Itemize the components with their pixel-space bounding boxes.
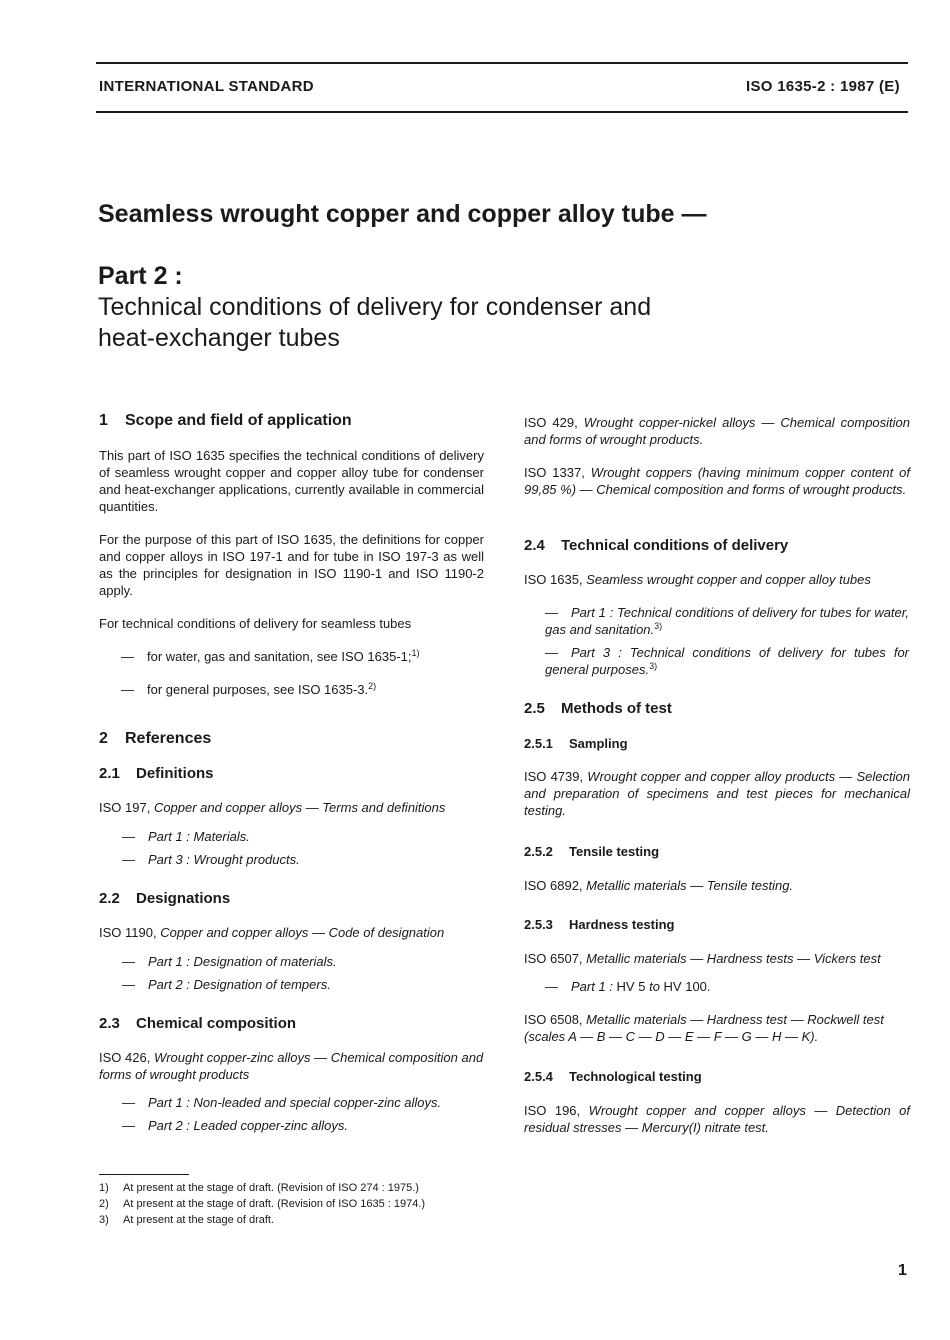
reference-code: ISO 426,	[99, 1050, 151, 1065]
reference-code: ISO 1635,	[524, 572, 583, 587]
reference-title: Metallic materials — Hardness test — Rockwell test (scales A — B — C — D — E — F — G — H — K).	[524, 1012, 884, 1044]
dash-item-text: for general purposes, see ISO 1635-3.	[147, 682, 369, 697]
hardness-range-start: HV 5	[616, 979, 646, 994]
header-bottom-rule	[96, 111, 908, 113]
part-label: Part 1 :	[571, 979, 613, 994]
dash-glyph: —	[121, 682, 134, 697]
section-number: 2.4	[524, 537, 545, 554]
dash-glyph: —	[545, 645, 558, 660]
reference-iso-429	[524, 414, 910, 448]
footnote-key: 2)	[99, 1198, 109, 1210]
dash-glyph: —	[122, 954, 135, 969]
section-number: 2.3	[99, 1015, 120, 1032]
section-1-paragraph-3: For technical conditions of delivery for seamless tubes	[99, 616, 412, 631]
dash-glyph: —	[122, 829, 135, 844]
reference-iso-6892	[524, 877, 910, 894]
reference-iso-1337	[524, 464, 910, 498]
document-part: Part 2 :	[98, 262, 183, 290]
footnote-ref: 3)	[654, 621, 663, 631]
page-number: 1	[898, 1262, 907, 1279]
footnote-text: At present at the stage of draft. (Revision of ISO 1635 : 1974.)	[123, 1198, 426, 1210]
section-2-5-4-heading	[524, 1068, 910, 1085]
reference-iso-1635	[524, 571, 910, 588]
section-1-paragraph-1: This part of ISO 1635 specifies the technical conditions of delivery of seamless wrought copper and copper alloy tube for condenser and heat-exchanger applications, currently available in commercial quantities.	[99, 448, 484, 514]
reference-iso-426	[99, 1049, 484, 1083]
reference-title: Wrought copper and copper alloys — Detection of residual stresses — Mercury(I) nitrate test.	[524, 1103, 910, 1135]
section-number: 2.5.4	[524, 1069, 553, 1084]
section-2-3-heading	[99, 1015, 484, 1032]
footnote-key: 1)	[99, 1182, 109, 1194]
footnote-2	[99, 1197, 425, 1211]
section-title: Definitions	[136, 765, 214, 782]
subtitle-line-1: Technical conditions of delivery for condenser and	[98, 293, 652, 321]
section-title: Chemical composition	[136, 1015, 297, 1032]
section-2-2-heading	[99, 890, 484, 907]
part-text: Part 1 : Non-leaded and special copper-zinc alloys.	[148, 1095, 442, 1110]
reference-code: ISO 429,	[524, 415, 578, 430]
reference-code: ISO 4739,	[524, 769, 584, 784]
reference-iso-6508	[524, 1011, 910, 1045]
section-title: Tensile testing	[569, 844, 660, 859]
reference-code: ISO 1190,	[99, 925, 157, 940]
reference-code: ISO 1337,	[524, 465, 585, 480]
reference-code: ISO 6892,	[524, 878, 583, 893]
reference-iso-1190	[99, 924, 484, 941]
footnote-ref: 2)	[368, 681, 377, 691]
section-1-heading	[99, 412, 484, 429]
reference-title: Copper and copper alloys — Terms and definitions	[153, 800, 446, 815]
footnote-text: At present at the stage of draft.	[123, 1214, 275, 1226]
section-title: Technical conditions of delivery	[561, 537, 789, 554]
section-number: 2.1	[99, 765, 120, 782]
reference-title: Metallic materials — Hardness tests — Vickers test	[586, 951, 881, 966]
footnote-ref: 3)	[649, 661, 658, 671]
section-2-4-heading	[524, 537, 910, 554]
reference-code: ISO 197,	[99, 800, 151, 815]
reference-title: Metallic materials — Tensile testing.	[586, 878, 794, 893]
document-title: Seamless wrought copper and copper alloy tube —	[98, 200, 707, 228]
reference-iso-4739	[524, 768, 910, 819]
part-text: Part 2 : Leaded copper-zinc alloys.	[148, 1118, 348, 1133]
dash-glyph: —	[122, 1118, 135, 1133]
dash-glyph: —	[122, 977, 135, 992]
reference-title: Copper and copper alloys — Code of designation	[160, 925, 445, 940]
section-2-title: References	[125, 730, 212, 747]
section-number: 2.5.2	[524, 844, 553, 859]
range-word: to	[649, 979, 660, 994]
subtitle-line-2: heat-exchanger tubes	[98, 324, 340, 352]
reference-title: Wrought copper and copper alloy products — Selection and preparation of specimens and test pieces for mechanical testing.	[524, 769, 910, 818]
header-left: INTERNATIONAL STANDARD	[99, 78, 314, 95]
dash-glyph: —	[545, 979, 558, 994]
dash-item-text: for water, gas and sanitation, see ISO 1635-1;	[147, 649, 412, 664]
part-text: Part 1 : Materials.	[148, 829, 250, 844]
reference-code: ISO 6508,	[524, 1012, 583, 1027]
part-text: Part 3 : Wrought products.	[148, 852, 300, 867]
reference-title: Wrought copper-nickel alloys — Chemical composition and forms of wrought products.	[524, 415, 910, 447]
section-2-5-3-heading	[524, 916, 910, 933]
section-2-5-heading	[524, 700, 910, 717]
dash-glyph: —	[122, 1095, 135, 1110]
footnote-text: At present at the stage of draft. (Revision of ISO 274 : 1975.)	[123, 1182, 419, 1194]
reference-part-item	[545, 604, 909, 638]
dash-glyph: —	[121, 649, 134, 664]
section-title: Methods of test	[561, 700, 672, 717]
footnote-ref: 1)	[411, 648, 420, 658]
reference-part-item	[545, 644, 909, 678]
section-2-5-2-heading	[524, 843, 910, 860]
section-1-number: 1	[99, 412, 108, 429]
footnote-1	[99, 1181, 419, 1195]
dash-glyph: —	[545, 605, 558, 620]
reference-title: Wrought copper-zinc alloys — Chemical composition and forms of wrought products	[99, 1050, 484, 1082]
section-2-5-1-heading	[524, 735, 910, 752]
section-1-title: Scope and field of application	[125, 412, 352, 429]
hardness-range-end: HV 100.	[663, 979, 711, 994]
section-title: Technological testing	[569, 1069, 702, 1084]
section-number: 2.5	[524, 700, 545, 717]
reference-code: ISO 196,	[524, 1103, 581, 1118]
reference-title: Seamless wrought copper and copper alloy tubes	[586, 572, 871, 587]
section-title: Sampling	[569, 736, 628, 751]
footnote-3	[99, 1213, 274, 1227]
section-number: 2.5.1	[524, 736, 553, 751]
part-text: Part 1 : Technical conditions of delivery for tubes for water, gas and sanitation.	[545, 605, 909, 637]
document-subtitle	[98, 292, 798, 354]
footnote-separator	[99, 1174, 189, 1175]
reference-code: ISO 6507,	[524, 951, 583, 966]
section-2-1-heading	[99, 765, 484, 782]
part-text: Part 3 : Technical conditions of delivery for tubes for general purposes.	[545, 645, 909, 677]
reference-iso-197	[99, 799, 484, 816]
part-text: Part 2 : Designation of tempers.	[148, 977, 331, 992]
section-1-paragraph-2: For the purpose of this part of ISO 1635, the definitions for copper and copper alloys in ISO 197-1 and for tube in ISO 197-3 as well as the principles for designation in ISO 1190-1 and ISO 1190-2 apply.	[99, 532, 484, 598]
header-right: ISO 1635-2 : 1987 (E)	[746, 78, 900, 95]
part-text: Part 1 : Designation of materials.	[148, 954, 337, 969]
section-title: Designations	[136, 890, 231, 907]
section-2-number: 2	[99, 730, 108, 747]
reference-iso-6507	[524, 950, 910, 967]
reference-iso-196	[524, 1102, 910, 1136]
section-number: 2.5.3	[524, 917, 553, 932]
section-number: 2.2	[99, 890, 120, 907]
top-rule	[96, 62, 908, 64]
section-2-heading	[99, 730, 484, 747]
reference-title: Wrought coppers (having minimum copper content of 99,85 %) — Chemical composition and forms of wrought products.	[524, 465, 910, 497]
footnote-key: 3)	[99, 1214, 109, 1226]
dash-glyph: —	[122, 852, 135, 867]
section-title: Hardness testing	[569, 917, 675, 932]
